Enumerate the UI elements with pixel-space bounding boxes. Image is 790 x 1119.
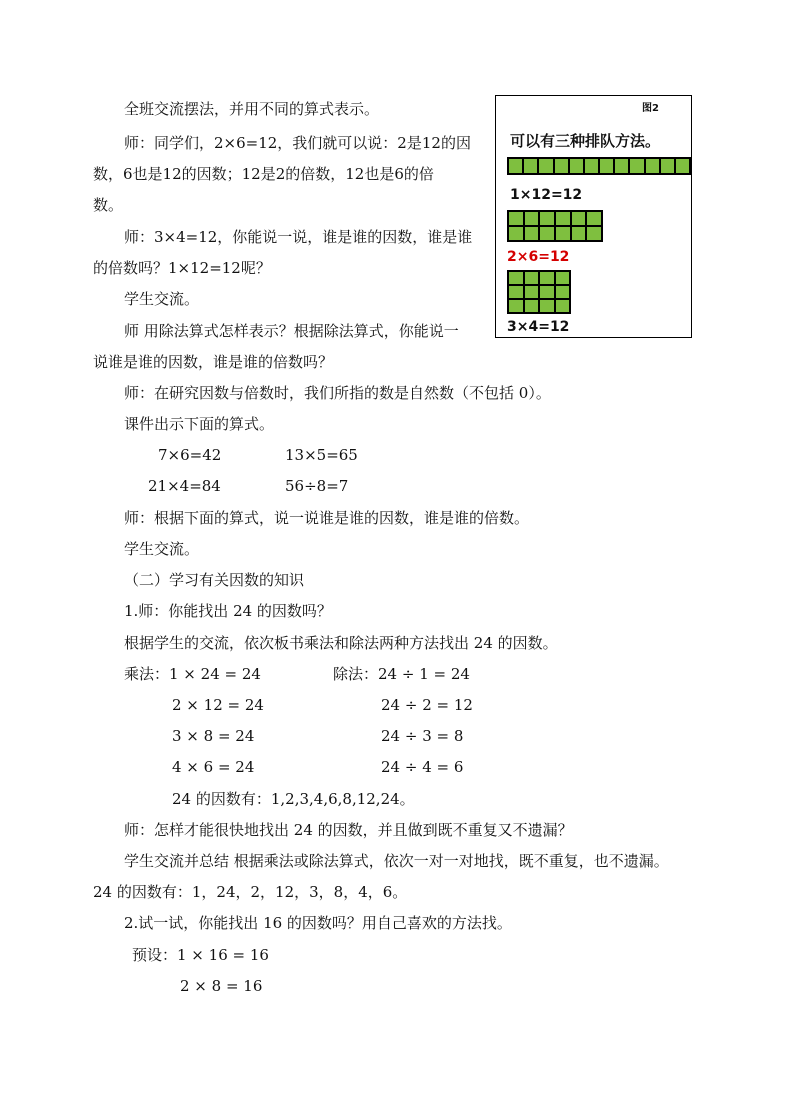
array-cell	[556, 227, 570, 240]
array-1x12	[507, 157, 691, 175]
array-3x4	[507, 270, 571, 314]
equation-1x12: 1×12=12	[510, 187, 583, 203]
equation: 24 ÷ 4 = 6	[381, 758, 464, 776]
array-cell	[540, 272, 554, 284]
array-cell	[509, 286, 523, 298]
equation: 2 × 12 = 24	[172, 696, 264, 714]
equation: 2 × 8 = 16	[180, 977, 263, 995]
text-line: 1.师：你能找出 24 的因数吗？	[124, 602, 332, 620]
array-cell	[509, 159, 522, 173]
text-line: 师：3×4=12，你能说一说，谁是谁的因数，谁是谁	[124, 228, 473, 246]
text-line: 24 的因数有：1，24，2，12，3，8，4，6。	[93, 883, 408, 901]
array-cell	[540, 300, 554, 312]
array-cell	[630, 159, 643, 173]
figure-2	[495, 95, 692, 338]
text-line: 师：怎样才能很快地找出 24 的因数，并且做到既不重复又不遗漏？	[124, 821, 573, 839]
text-line: 师：在研究因数与倍数时，我们所指的数是自然数（不包括 0）。	[124, 384, 551, 402]
array-cell	[572, 227, 586, 240]
array-cell	[525, 286, 539, 298]
equation-3x4: 3×4=12	[507, 319, 570, 335]
figure-heading: 可以有三种排队方法。	[510, 132, 661, 150]
array-cell	[540, 286, 554, 298]
section-heading: （二）学习有关因数的知识	[124, 571, 305, 589]
array-cell	[556, 286, 570, 298]
figure-tag: 图2	[642, 103, 659, 114]
array-cell	[587, 212, 601, 225]
array-cell	[556, 300, 570, 312]
array-cell	[556, 212, 570, 225]
text-line: 2.试一试，你能找出 16 的因数吗？用自己喜欢的方法找。	[124, 914, 512, 932]
text-line: 数。	[93, 196, 124, 214]
array-cell	[572, 212, 586, 225]
array-cell	[524, 159, 537, 173]
array-cell	[615, 159, 628, 173]
array-cell	[525, 227, 539, 240]
array-cell	[556, 272, 570, 284]
equation: 13×5=65	[285, 446, 358, 464]
array-cell	[570, 159, 583, 173]
array-cell	[539, 159, 552, 173]
text-line: 学生交流并总结 根据乘法或除法算式，依次一对一对地找，既不重复，也不遗漏。	[124, 852, 669, 870]
equation-2x6: 2×6=12	[507, 249, 570, 265]
text-line: 全班交流摆法，并用不同的算式表示。	[124, 100, 380, 118]
array-cell	[525, 300, 539, 312]
array-cell	[525, 212, 539, 225]
array-cell	[661, 159, 674, 173]
array-cell	[600, 159, 613, 173]
array-cell	[587, 227, 601, 240]
text-line: 的倍数吗？1×12=12呢？	[93, 259, 271, 277]
array-cell	[525, 272, 539, 284]
array-cell	[509, 212, 523, 225]
text-line: 学生交流。	[124, 540, 200, 558]
equation: 3 × 8 = 24	[172, 727, 255, 745]
equation: 56÷8=7	[285, 477, 349, 495]
equation: 7×6=42	[158, 446, 222, 464]
array-cell	[540, 227, 554, 240]
text-line: 师：根据下面的算式，说一说谁是谁的因数，谁是谁的倍数。	[124, 509, 530, 527]
text-line: 说谁是谁的因数，谁是谁的倍数吗？	[93, 353, 334, 371]
equation: 乘法：1 × 24 = 24	[124, 665, 261, 683]
equation: 4 × 6 = 24	[172, 758, 255, 776]
array-cell	[676, 159, 689, 173]
text-line: 课件出示下面的算式。	[124, 415, 275, 433]
array-2x6	[507, 210, 603, 242]
array-cell	[509, 227, 523, 240]
equation: 24 ÷ 3 = 8	[381, 727, 464, 745]
array-cell	[585, 159, 598, 173]
equation: 21×4=84	[148, 477, 221, 495]
array-cell	[509, 272, 523, 284]
equation: 除法：24 ÷ 1 = 24	[333, 665, 470, 683]
text-line: 学生交流。	[124, 290, 200, 308]
equation: 预设：1 × 16 = 16	[132, 946, 269, 964]
text-line: 师 用除法算式怎样表示？根据除法算式，你能说一	[124, 322, 459, 340]
text-line: 24 的因数有：1,2,3,4,6,8,12,24。	[172, 790, 415, 808]
array-cell	[646, 159, 659, 173]
array-cell	[540, 212, 554, 225]
text-line: 根据学生的交流，依次板书乘法和除法两种方法找出 24 的因数。	[124, 634, 558, 652]
array-cell	[509, 300, 523, 312]
equation: 24 ÷ 2 = 12	[381, 696, 473, 714]
text-line: 师：同学们，2×6=12，我们就可以说：2是12的因	[124, 134, 471, 152]
array-cell	[555, 159, 568, 173]
text-line: 数，6也是12的因数；12是2的倍数，12也是6的倍	[93, 165, 434, 183]
